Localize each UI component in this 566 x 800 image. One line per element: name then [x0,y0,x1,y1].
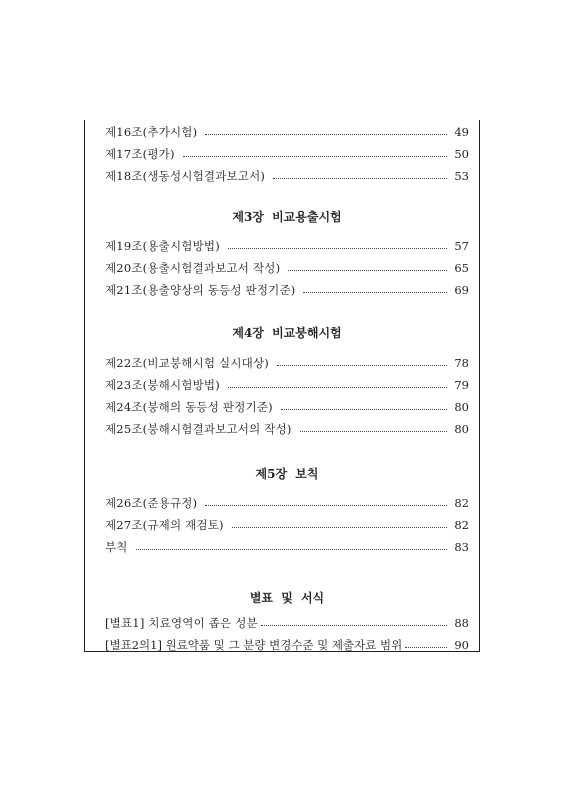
toc-entry[interactable] [105,537,469,557]
toc-entry-page: 80 [454,422,469,436]
chapter-heading: 제3장 비교용출시험 [232,210,342,224]
toc-entry-page: 82 [454,496,469,510]
toc-entry-page: 78 [454,356,469,370]
dot-leader [183,156,447,157]
dot-leader [228,387,447,388]
toc-entry-page: 49 [454,125,469,139]
toc-entry-page: 65 [454,261,469,275]
dot-leader [405,647,447,648]
toc-entry-page: 57 [454,239,469,253]
toc-entry-page: 83 [454,540,469,554]
dot-leader [281,409,447,410]
dot-leader [205,134,447,135]
toc-entry-page: 90 [454,638,469,652]
dot-leader [288,270,447,271]
dot-leader [277,365,447,366]
appendix-heading: 별표 및 서식 [249,591,325,605]
toc-entry[interactable] [105,280,469,300]
dot-leader [205,505,447,506]
toc-frame [84,120,480,652]
chapter-heading: 제4장 비교붕해시험 [232,326,342,340]
toc-entry-label: 제26조(준용규정) [105,496,198,510]
toc-entry[interactable] [105,375,469,395]
dot-leader [228,248,447,249]
toc-entry[interactable] [105,493,469,513]
toc-entry-page: 88 [454,616,469,630]
toc-entry[interactable] [105,166,469,186]
dot-leader [300,431,447,432]
dot-leader [273,178,447,179]
toc-entry[interactable] [105,353,469,373]
toc-entry[interactable] [105,144,469,164]
toc-entry-label: 제16조(추가시험) [105,125,198,139]
toc-entry-label: 부칙 [105,540,128,554]
toc-entry-label: 제25조(붕해시험결과보고서의 작성) [105,422,292,436]
toc-entry-label: 제17조(평가) [105,147,175,161]
toc-entry-label: 제20조(용출시험결과보고서 작성) [105,261,281,275]
toc-entry-label: 제18조(생동성시험결과보고서) [105,169,266,183]
toc-entry[interactable] [105,397,469,417]
chapter-heading: 제5장 보칙 [255,467,319,481]
toc-entry-label: 제22조(비교붕해시험 실시대상) [105,356,269,370]
toc-entry[interactable] [105,515,469,535]
toc-entry-label: 제19조(용출시험방법) [105,239,220,253]
dot-leader [303,292,447,293]
toc-entry[interactable] [105,419,469,439]
toc-entry-label: 제24조(붕해의 동등성 판정기준) [105,400,273,414]
dot-leader [261,625,447,626]
toc-entry[interactable] [105,122,469,142]
toc-entry-label: 제23조(붕해시험방법) [105,378,220,392]
dot-leader [136,549,447,550]
toc-entry-label: 제21조(용출양상의 동등성 판정기준) [105,283,296,297]
toc-entry[interactable] [105,236,469,256]
toc-entry[interactable] [105,635,469,655]
dot-leader [232,527,447,528]
toc-entry-page: 82 [454,518,469,532]
toc-entry-page: 80 [454,400,469,414]
toc-entry-page: 79 [454,378,469,392]
toc-entry-label: [별표2의1] 원료약품 및 그 분량 변경수준 및 제출자료 범위 [105,638,403,652]
toc-entry[interactable] [105,258,469,278]
toc-entry-page: 53 [454,169,469,183]
toc-entry-page: 69 [454,283,469,297]
toc-entry-label: [별표1] 치료영역이 좁은 성분 [105,616,258,630]
toc-entry[interactable] [105,613,469,633]
toc-entry-label: 제27조(규제의 재검토) [105,518,224,532]
toc-entry-page: 50 [454,147,469,161]
